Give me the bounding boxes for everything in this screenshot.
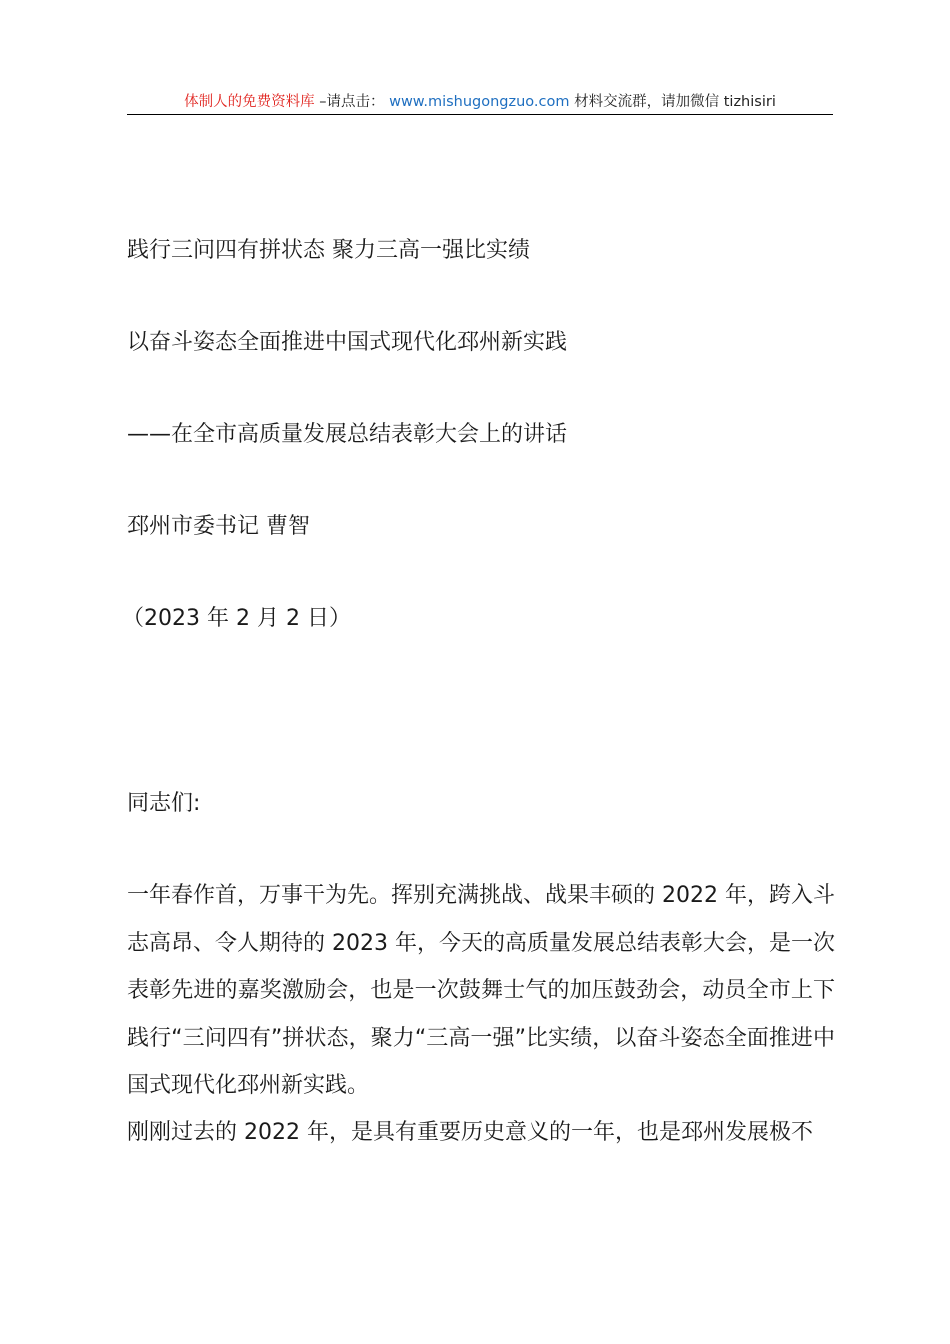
header-url-link[interactable]: www.mishugongzuo.com [389,94,570,110]
author-line: 邳州市委书记 曹智 [127,514,310,539]
body-paragraph-1: 一年春作首，万事干为先。挥别充满挑战、战果丰硕的 2022 年，跨入斗志高昂、令人期待的 2023 年，今天的高质量发展总结表彰大会，是一次表彰先进的嘉奖激励会，也是一次鼓舞士气的加压鼓劲会，动员全市上下践行“三问四有”拼状态，聚力“三高一强”比实绩，以奋斗姿态全面推进中国式现代化邳州新实践。 [127,883,835,1098]
title-line-1: 践行三问四有拼状态 聚力三高一强比实绩 [127,238,530,263]
date-line: （2023 年 2 月 2 日） [122,606,351,631]
header-brand: 体制人的免费资料库 [184,94,315,110]
subtitle-line: ——在全市高质量发展总结表彰大会上的讲话 [127,422,568,447]
page-header [127,92,833,115]
salutation: 同志们: [127,791,201,816]
header-suffix: 材料交流群，请加微信 tizhisiri [574,94,776,110]
title-line-2: 以奋斗姿态全面推进中国式现代化邳州新实践 [127,330,568,355]
body-paragraph-2: 刚刚过去的 2022 年，是具有重要历史意义的一年，也是邳州发展极不 [127,1120,813,1145]
header-prompt: –请点击： [319,94,385,110]
